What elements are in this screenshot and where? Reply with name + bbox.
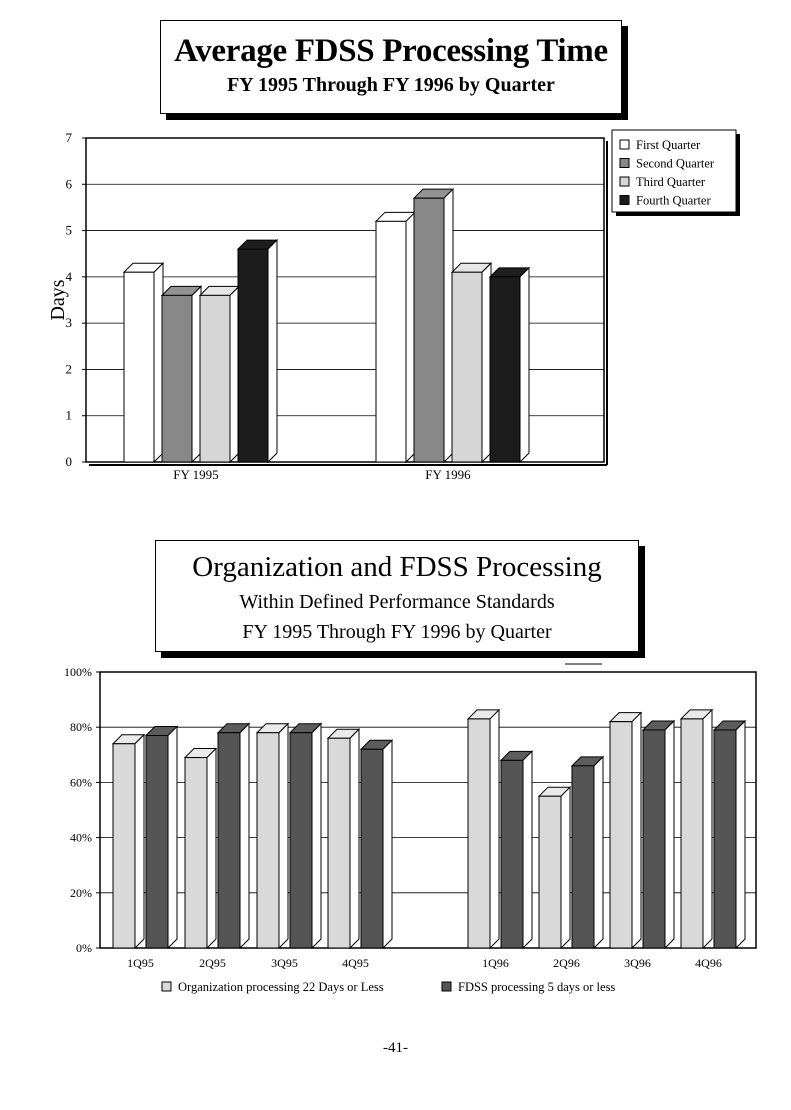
chart2-bar-front [714,730,736,948]
chart2-bar-front [643,730,665,948]
chart2-bar [257,724,288,948]
chart1-y-tick-label: 7 [65,130,72,145]
chart2-title: Organization and FDSS Processing [192,551,602,583]
chart1-legend-label: Third Quarter [636,175,706,189]
chart2-bar [328,729,359,948]
chart2-bar-side [312,724,321,948]
chart2-y-tick-label: 0% [76,941,92,955]
chart2-bar-front [468,719,490,948]
chart2-y-tick-label: 80% [70,720,92,735]
chart2-x-tick-label: 1Q96 [482,956,509,970]
chart2-bar-side [665,721,674,948]
chart1-y-tick-label: 3 [65,315,72,331]
chart2-bar [539,787,570,948]
chart2-bar [290,724,321,948]
chart1-legend-label: Second Quarter [636,156,715,171]
chart1-x-tick-label: FY 1995 [173,467,219,482]
chart2-bar-side [279,724,288,948]
chart1-legend-label: First Quarter [636,138,701,152]
chart2-bar-front [610,722,632,948]
chart2-legend-swatch [162,982,171,991]
chart1-y-axis-label: Days [47,279,69,321]
chart2-bar-front [257,733,279,948]
chart2-bar-side [703,710,712,948]
chart2-bar-front [572,766,594,948]
chart1-subtitle: FY 1995 Through FY 1996 by Quarter [227,74,555,96]
chart2-bar-side [207,749,216,948]
chart2-bar-side [240,724,249,948]
chart1-legend-label: Fourth Quarter [636,193,711,208]
chart1-y-tick-label: 0 [65,454,72,469]
chart1-y-tick-label: 5 [65,222,72,238]
chart2-bar-side [490,710,499,948]
chart1-y-tick-label: 2 [65,361,72,377]
chart2-bar [681,710,712,948]
chart2-bar-front [185,758,207,948]
chart2-bar [185,749,216,948]
chart2-bar-side [736,721,745,948]
chart2-bar-front [328,738,350,948]
chart2-bar-front [146,735,168,948]
chart2-y-tick-label: 20% [70,885,92,900]
chart1-y-tick-label: 4 [65,268,72,284]
chart2-bar-front [361,749,383,948]
chart2-y-tick-label: 60% [70,775,92,790]
chart2-bar [361,740,392,948]
chart2-bar [610,713,641,948]
chart2-bar-front [539,796,561,948]
chart2-bar [501,751,532,948]
chart1-y-tick-label: 6 [65,176,72,192]
chart2-bar [146,726,177,948]
chart2-bar-side [383,740,392,948]
chart2-bar [643,721,674,948]
chart2-bar [572,757,603,948]
chart2-x-tick-label: 4Q96 [695,956,722,970]
chart2-subtitle: Within Defined Performance Standards [239,591,555,613]
chart2-x-tick-label: 2Q96 [553,956,580,970]
chart2-bar-front [113,744,135,948]
chart2-x-tick-label: 1Q95 [127,956,154,970]
chart2-bar-side [523,751,532,948]
chart2-bar-side [594,757,603,948]
chart2-x-tick-label: 4Q95 [342,956,369,970]
chart2-legend-label: Organization processing 22 Days or Less [178,980,384,994]
chart2-legend-swatch [442,982,451,991]
chart2-y-tick-label: 40% [70,830,92,845]
chart2-bar-front [501,760,523,948]
chart2-bar-side [135,735,144,948]
chart2-bar-front [290,733,312,948]
chart2-x-tick-label: 2Q95 [199,956,226,970]
chart2-bar [113,735,144,948]
chart2-y-tick-label: 100% [64,665,92,679]
chart2-bar [218,724,249,948]
chart2-bar-front [218,733,240,948]
chart1-y-tick-label: 1 [65,407,72,423]
chart2-bar [714,721,745,948]
chart2-subtitle2: FY 1995 Through FY 1996 by Quarter [242,621,552,643]
chart1-x-tick-label: FY 1996 [425,467,471,482]
chart2-x-tick-label: 3Q96 [624,956,651,970]
chart2-bar-side [561,787,570,948]
chart2-x-tick-label: 3Q95 [271,956,298,970]
chart2-bar-front [681,719,703,948]
chart2-bar-side [632,713,641,948]
chart2-bar [468,710,499,948]
chart1-title: Average FDSS Processing Time [174,33,608,69]
chart2-bar-side [168,726,177,948]
page-number: -41- [383,1040,408,1056]
chart2-bar-side [350,729,359,948]
chart2-legend-label: FDSS processing 5 days or less [458,980,616,994]
